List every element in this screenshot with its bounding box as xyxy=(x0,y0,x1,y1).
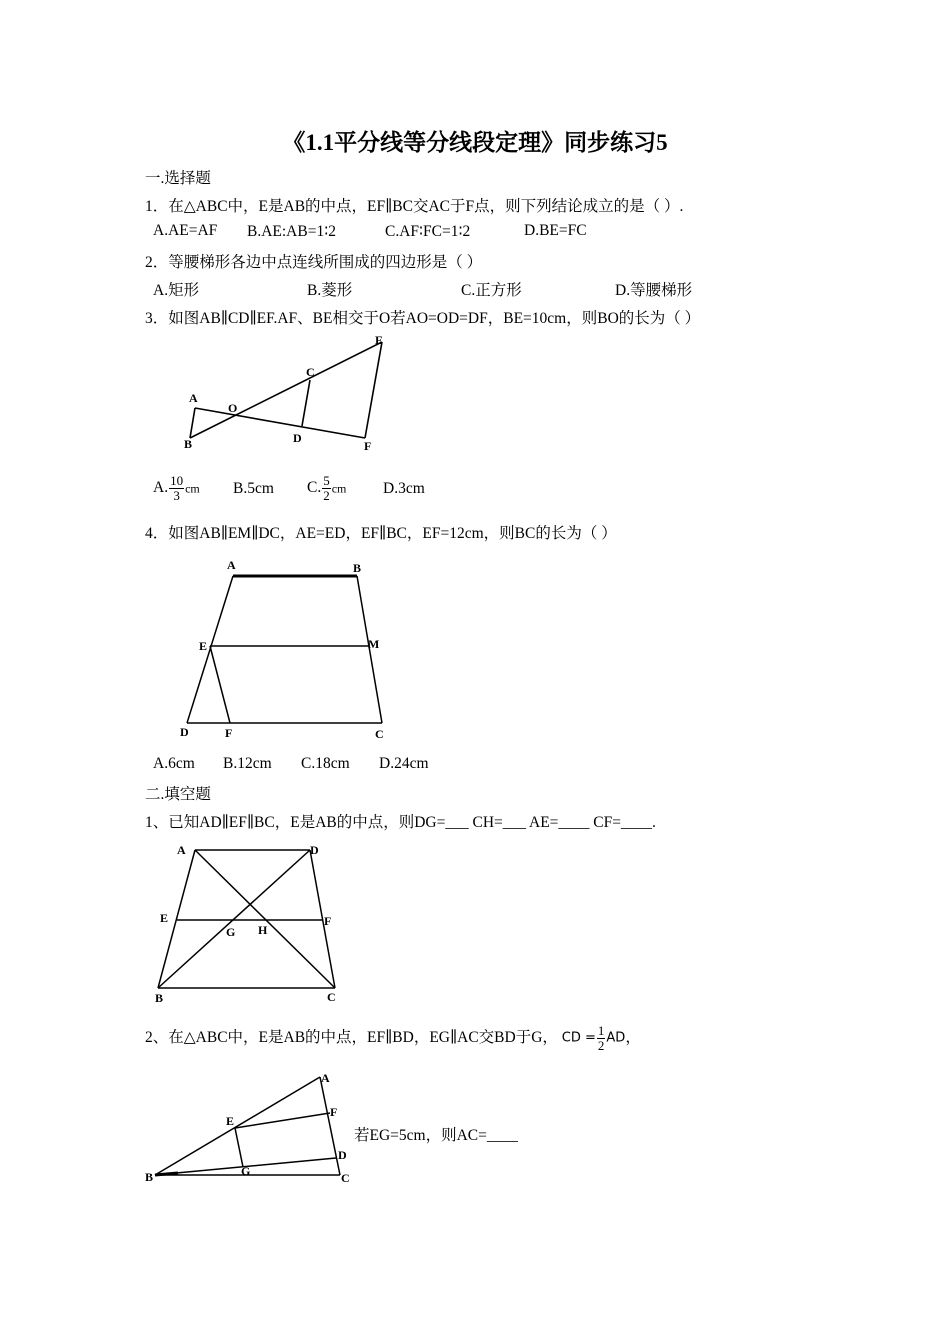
f2-cd-rhs: AD xyxy=(606,1030,626,1046)
section-choice-heading: 一.选择题 xyxy=(145,170,211,187)
f1-label-h: H xyxy=(258,923,268,937)
f1-label-e: E xyxy=(160,911,169,925)
f2-label-d: D xyxy=(338,1148,347,1162)
f2-stem-line xyxy=(145,1020,641,1056)
q4-label-c: C xyxy=(375,727,384,741)
f1-figure xyxy=(150,838,350,1008)
q1-option-c: C.AF∶FC=1∶2 xyxy=(385,223,471,240)
f2-stem: 2、在△ABC中，E是AB的中点，EF∥BD，EG∥AC交BD于G， xyxy=(145,1029,558,1046)
q2-option-a: A.矩形 xyxy=(153,282,200,299)
q2-stem: 2．等腰梯形各边中点连线所围成的四边形是（ ） xyxy=(145,254,483,271)
q3-label-d: D xyxy=(293,431,302,445)
q4-label-a: A xyxy=(227,558,236,572)
q3-option-a-prefix: A. xyxy=(153,479,169,496)
q3-option-b: B.5cm xyxy=(233,480,274,497)
q4-label-b: B xyxy=(353,561,362,575)
f2-cd-lhs: CD = xyxy=(561,1030,596,1046)
q4-option-a: A.6cm xyxy=(153,755,195,772)
q3-label-b: B xyxy=(184,437,193,451)
f2-label-f: F xyxy=(330,1105,338,1119)
f2-tail: ， xyxy=(625,1029,641,1046)
q2-option-b: B.菱形 xyxy=(307,282,353,299)
q3-option-a-den: 3 xyxy=(173,487,180,503)
q3-option-c-prefix: C. xyxy=(307,479,322,496)
f2-label-e: E xyxy=(226,1114,235,1128)
f2-label-g: G xyxy=(241,1164,251,1178)
q4-option-d: D.24cm xyxy=(379,755,429,772)
q2-option-d: D.等腰梯形 xyxy=(615,282,693,299)
q3-option-a-unit: cm xyxy=(185,481,200,496)
q1-option-a: A.AE=AF xyxy=(153,222,218,239)
q3-label-c: C xyxy=(306,365,315,379)
q1-option-b: B.AE:AB=1∶2 xyxy=(247,223,336,240)
q3-option-c xyxy=(307,471,346,505)
f1-stem: 1、已知AD∥EF∥BC，E是AB的中点，则DG=___ CH=___ AE=____ CF=____. xyxy=(145,814,656,831)
q3-label-e: E xyxy=(375,333,384,347)
f2-side-text: 若EG=5cm，则AC=____ xyxy=(354,1127,518,1144)
q3-option-a xyxy=(153,471,200,505)
f2-figure xyxy=(140,1065,355,1190)
q1-option-d: D.BE=FC xyxy=(524,222,587,239)
section-fill-heading: 二.填空题 xyxy=(145,786,211,803)
q4-label-d: D xyxy=(180,725,189,739)
f2-cd-num: 1 xyxy=(597,1022,605,1038)
q4-figure xyxy=(175,555,395,750)
q4-option-c: C.18cm xyxy=(301,755,350,772)
q3-option-c-num: 5 xyxy=(323,472,330,488)
f1-label-g: G xyxy=(226,925,236,939)
q3-label-f: F xyxy=(364,439,372,453)
q4-label-e: E xyxy=(199,639,208,653)
q3-option-a-num: 10 xyxy=(170,472,184,488)
f2-cd-den: 2 xyxy=(597,1037,605,1053)
q4-label-f: F xyxy=(225,726,233,740)
f1-label-d: D xyxy=(310,843,319,857)
q3-option-c-den: 2 xyxy=(323,487,330,503)
f2-label-c: C xyxy=(341,1171,350,1185)
q2-option-c: C.正方形 xyxy=(461,282,522,299)
q3-stem: 3．如图AB∥CD∥EF.AF、BE相交于O若AO=OD=DF，BE=10cm，则BO的长为（ ） xyxy=(145,310,701,327)
f1-label-f: F xyxy=(324,914,332,928)
q4-label-m: M xyxy=(368,637,380,651)
q1-stem: 1．在△ABC中，E是AB的中点，EF∥BC交AC于F点，则下列结论成立的是（ ）. xyxy=(145,198,684,215)
q3-label-a: A xyxy=(189,391,198,405)
f1-label-b: B xyxy=(155,991,164,1005)
q3-label-o: O xyxy=(228,401,238,415)
q3-figure xyxy=(180,330,395,455)
q3-option-c-unit: cm xyxy=(331,481,347,496)
f2-label-b: B xyxy=(145,1170,154,1184)
f1-label-a: A xyxy=(177,843,186,857)
q3-option-d: D.3cm xyxy=(383,480,425,497)
page-title: 《1.1平分线等分线段定理》同步练习5 xyxy=(282,130,668,155)
f1-label-c: C xyxy=(327,990,336,1004)
f2-label-a: A xyxy=(321,1071,330,1085)
q4-stem: 4．如图AB∥EM∥DC，AE=ED，EF∥BC，EF=12cm，则BC的长为（ ） xyxy=(145,525,617,542)
q4-option-b: B.12cm xyxy=(223,755,272,772)
